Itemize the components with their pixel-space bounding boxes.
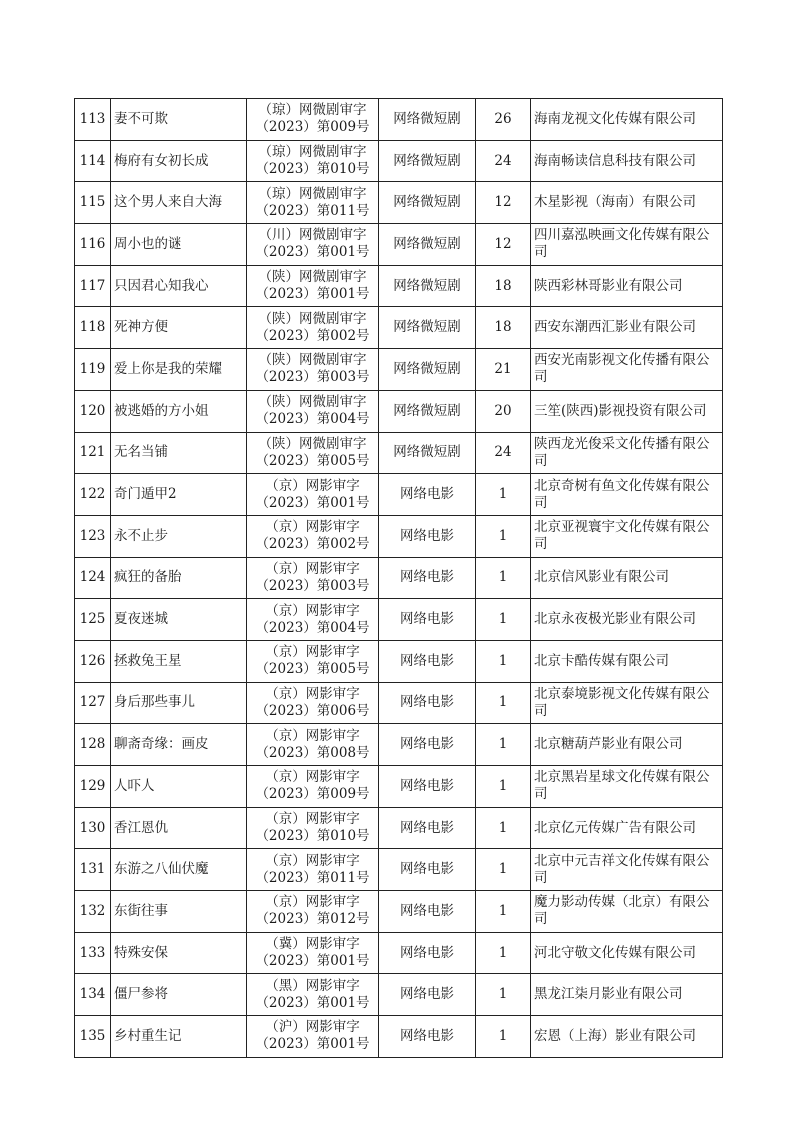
license-line-1: （京）网影审字 [265,560,360,577]
row-number: 121 [75,432,111,474]
row-number: 134 [75,974,111,1016]
company-name: 北京泰境影视文化传媒有限公司 [531,682,723,724]
license-line-2: （2023）第001号 [255,1036,370,1053]
company-name: 北京亚视寰宇文化传媒有限公司 [531,515,723,557]
license-number [247,766,379,808]
program-title: 这个男人来自大海 [111,182,247,224]
license-number [247,1016,379,1058]
license-number [247,724,379,766]
episode-count: 1 [476,807,531,849]
episode-count: 12 [476,224,531,266]
license-line-1: （陕）网微剧审字 [258,394,367,411]
table-row [75,974,723,1016]
company-name: 陕西龙光俊采文化传播有限公司 [531,432,723,474]
company-name: 北京亿元传媒广告有限公司 [531,807,723,849]
episode-count: 12 [476,182,531,224]
program-title: 聊斋奇缘：画皮 [111,724,247,766]
program-title: 东游之八仙伏魔 [111,849,247,891]
episode-count: 1 [476,849,531,891]
program-type: 网络电影 [379,724,476,766]
table-row [75,432,723,474]
program-title: 被逃婚的方小姐 [111,390,247,432]
license-line-1: （京）网影审字 [265,477,360,494]
row-number: 128 [75,724,111,766]
episode-count: 24 [476,140,531,182]
program-title: 人吓人 [111,766,247,808]
row-number: 113 [75,99,111,141]
license-line-1: （陕）网微剧审字 [258,435,367,452]
license-number [247,974,379,1016]
episode-count: 1 [476,640,531,682]
row-number: 114 [75,140,111,182]
episode-count: 1 [476,682,531,724]
license-number [247,682,379,724]
program-type: 网络微短剧 [379,182,476,224]
license-line-1: （陕）网微剧审字 [258,352,367,369]
company-name: 宏恩（上海）影业有限公司 [531,1016,723,1058]
table-row [75,474,723,516]
license-number [247,265,379,307]
license-number [247,307,379,349]
license-line-1: （京）网影审字 [265,727,360,744]
company-name: 西安东潮西汇影业有限公司 [531,307,723,349]
program-title: 只因君心知我心 [111,265,247,307]
program-title: 身后那些事儿 [111,682,247,724]
program-title: 无名当铺 [111,432,247,474]
episode-count: 1 [476,474,531,516]
license-line-2: （2023）第005号 [255,661,370,678]
program-type: 网络微短剧 [379,432,476,474]
row-number: 120 [75,390,111,432]
table-row [75,807,723,849]
company-name: 陕西彩林哥影业有限公司 [531,265,723,307]
license-line-1: （京）网影审字 [265,602,360,619]
company-name: 三笙(陕西)影视投资有限公司 [531,390,723,432]
program-title: 东街往事 [111,891,247,933]
table-body [75,99,723,1058]
license-line-2: （2023）第009号 [255,119,370,136]
program-type: 网络电影 [379,640,476,682]
table-row [75,640,723,682]
license-line-2: （2023）第003号 [255,369,370,386]
program-type: 网络电影 [379,932,476,974]
program-type: 网络电影 [379,766,476,808]
license-number [247,349,379,391]
license-line-2: （2023）第004号 [255,619,370,636]
program-type: 网络微短剧 [379,390,476,432]
license-number [247,891,379,933]
table-row [75,224,723,266]
program-title: 周小也的谜 [111,224,247,266]
license-line-1: （冀）网影审字 [265,936,360,953]
license-number [247,390,379,432]
row-number: 115 [75,182,111,224]
license-number [247,640,379,682]
license-number [247,557,379,599]
company-name: 四川嘉泓映画文化传媒有限公司 [531,224,723,266]
company-name: 北京卡酷传媒有限公司 [531,640,723,682]
company-name: 北京黑岩星球文化传媒有限公司 [531,766,723,808]
license-number [247,99,379,141]
program-type: 网络微短剧 [379,265,476,307]
episode-count: 1 [476,557,531,599]
license-line-2: （2023）第011号 [255,869,370,886]
table-row [75,599,723,641]
license-line-2: （2023）第003号 [255,577,370,594]
row-number: 123 [75,515,111,557]
company-name: 北京信风影业有限公司 [531,557,723,599]
company-name: 黑龙江柒月影业有限公司 [531,974,723,1016]
license-line-2: （2023）第002号 [255,536,370,553]
program-type: 网络微短剧 [379,349,476,391]
episode-count: 1 [476,724,531,766]
program-title: 香江恩仇 [111,807,247,849]
license-line-2: （2023）第009号 [255,786,370,803]
company-name: 海南畅读信息科技有限公司 [531,140,723,182]
company-name: 北京糖葫芦影业有限公司 [531,724,723,766]
episode-count: 1 [476,1016,531,1058]
program-title: 乡村重生记 [111,1016,247,1058]
license-line-2: （2023）第010号 [255,828,370,845]
program-title: 爱上你是我的荣耀 [111,349,247,391]
program-title: 死神方便 [111,307,247,349]
program-type: 网络电影 [379,974,476,1016]
license-line-2: （2023）第001号 [255,286,370,303]
license-line-2: （2023）第001号 [255,994,370,1011]
license-number [247,849,379,891]
table-row [75,932,723,974]
row-number: 118 [75,307,111,349]
episode-count: 1 [476,932,531,974]
program-title: 夏夜迷城 [111,599,247,641]
company-name: 北京中元吉祥文化传媒有限公司 [531,849,723,891]
table-row [75,1016,723,1058]
license-line-1: （陕）网微剧审字 [258,269,367,286]
license-line-1: （黑）网影审字 [265,977,360,994]
episode-count: 18 [476,265,531,307]
program-title: 疯狂的备胎 [111,557,247,599]
program-type: 网络电影 [379,682,476,724]
license-line-2: （2023）第011号 [255,202,370,219]
table-row [75,891,723,933]
row-number: 130 [75,807,111,849]
registration-table [74,98,723,1058]
row-number: 117 [75,265,111,307]
company-name: 海南龙视文化传媒有限公司 [531,99,723,141]
license-line-1: （京）网影审字 [265,644,360,661]
row-number: 126 [75,640,111,682]
license-number [247,224,379,266]
program-type: 网络电影 [379,474,476,516]
episode-count: 18 [476,307,531,349]
license-line-1: （陕）网微剧审字 [258,310,367,327]
row-number: 125 [75,599,111,641]
license-line-1: （京）网影审字 [265,852,360,869]
license-line-2: （2023）第012号 [255,911,370,928]
table-row [75,849,723,891]
row-number: 129 [75,766,111,808]
license-line-2: （2023）第008号 [255,744,370,761]
episode-count: 1 [476,515,531,557]
row-number: 135 [75,1016,111,1058]
license-number [247,807,379,849]
license-line-1: （京）网影审字 [265,811,360,828]
license-line-1: （京）网影审字 [265,894,360,911]
program-type: 网络电影 [379,849,476,891]
license-line-1: （琼）网微剧审字 [258,185,367,202]
table-row [75,766,723,808]
license-line-1: （京）网影审字 [265,519,360,536]
license-line-1: （沪）网影审字 [265,1019,360,1036]
episode-count: 1 [476,766,531,808]
program-type: 网络电影 [379,891,476,933]
table-row [75,515,723,557]
license-line-1: （川）网微剧审字 [258,227,367,244]
license-line-1: （京）网影审字 [265,685,360,702]
program-title: 妻不可欺 [111,99,247,141]
license-line-2: （2023）第005号 [255,452,370,469]
row-number: 116 [75,224,111,266]
program-title: 特殊安保 [111,932,247,974]
program-title: 永不止步 [111,515,247,557]
table-row [75,557,723,599]
row-number: 119 [75,349,111,391]
row-number: 124 [75,557,111,599]
episode-count: 21 [476,349,531,391]
table-row [75,265,723,307]
company-name: 魔力影动传媒（北京）有限公司 [531,891,723,933]
license-number [247,140,379,182]
table-row [75,390,723,432]
row-number: 122 [75,474,111,516]
license-line-2: （2023）第001号 [255,953,370,970]
program-type: 网络电影 [379,599,476,641]
license-line-2: （2023）第001号 [255,494,370,511]
program-type: 网络微短剧 [379,99,476,141]
license-number [247,515,379,557]
license-line-2: （2023）第010号 [255,161,370,178]
table-row [75,99,723,141]
license-number [247,474,379,516]
row-number: 131 [75,849,111,891]
table-row [75,140,723,182]
program-type: 网络微短剧 [379,224,476,266]
table-row [75,349,723,391]
company-name: 北京奇树有鱼文化传媒有限公司 [531,474,723,516]
license-number [247,182,379,224]
program-title: 僵尸参将 [111,974,247,1016]
episode-count: 1 [476,891,531,933]
program-type: 网络微短剧 [379,140,476,182]
table-row [75,724,723,766]
license-line-1: （琼）网微剧审字 [258,144,367,161]
license-line-2: （2023）第006号 [255,702,370,719]
company-name: 木星影视（海南）有限公司 [531,182,723,224]
program-type: 网络电影 [379,557,476,599]
program-title: 奇门遁甲2 [111,474,247,516]
program-type: 网络电影 [379,807,476,849]
program-type: 网络电影 [379,1016,476,1058]
program-type: 网络微短剧 [379,307,476,349]
row-number: 127 [75,682,111,724]
episode-count: 1 [476,599,531,641]
company-name: 西安光南影视文化传播有限公司 [531,349,723,391]
program-title: 梅府有女初长成 [111,140,247,182]
license-number [247,599,379,641]
program-type: 网络电影 [379,515,476,557]
episode-count: 20 [476,390,531,432]
license-number [247,432,379,474]
license-line-1: （京）网影审字 [265,769,360,786]
license-line-2: （2023）第004号 [255,411,370,428]
license-line-2: （2023）第002号 [255,327,370,344]
table-row [75,182,723,224]
episode-count: 1 [476,974,531,1016]
license-number [247,932,379,974]
episode-count: 24 [476,432,531,474]
row-number: 132 [75,891,111,933]
program-title: 拯救兔王星 [111,640,247,682]
license-line-1: （琼）网微剧审字 [258,102,367,119]
episode-count: 26 [476,99,531,141]
row-number: 133 [75,932,111,974]
company-name: 河北守敬文化传媒有限公司 [531,932,723,974]
company-name: 北京永夜极光影业有限公司 [531,599,723,641]
table-row [75,682,723,724]
table-row [75,307,723,349]
license-line-2: （2023）第001号 [255,244,370,261]
